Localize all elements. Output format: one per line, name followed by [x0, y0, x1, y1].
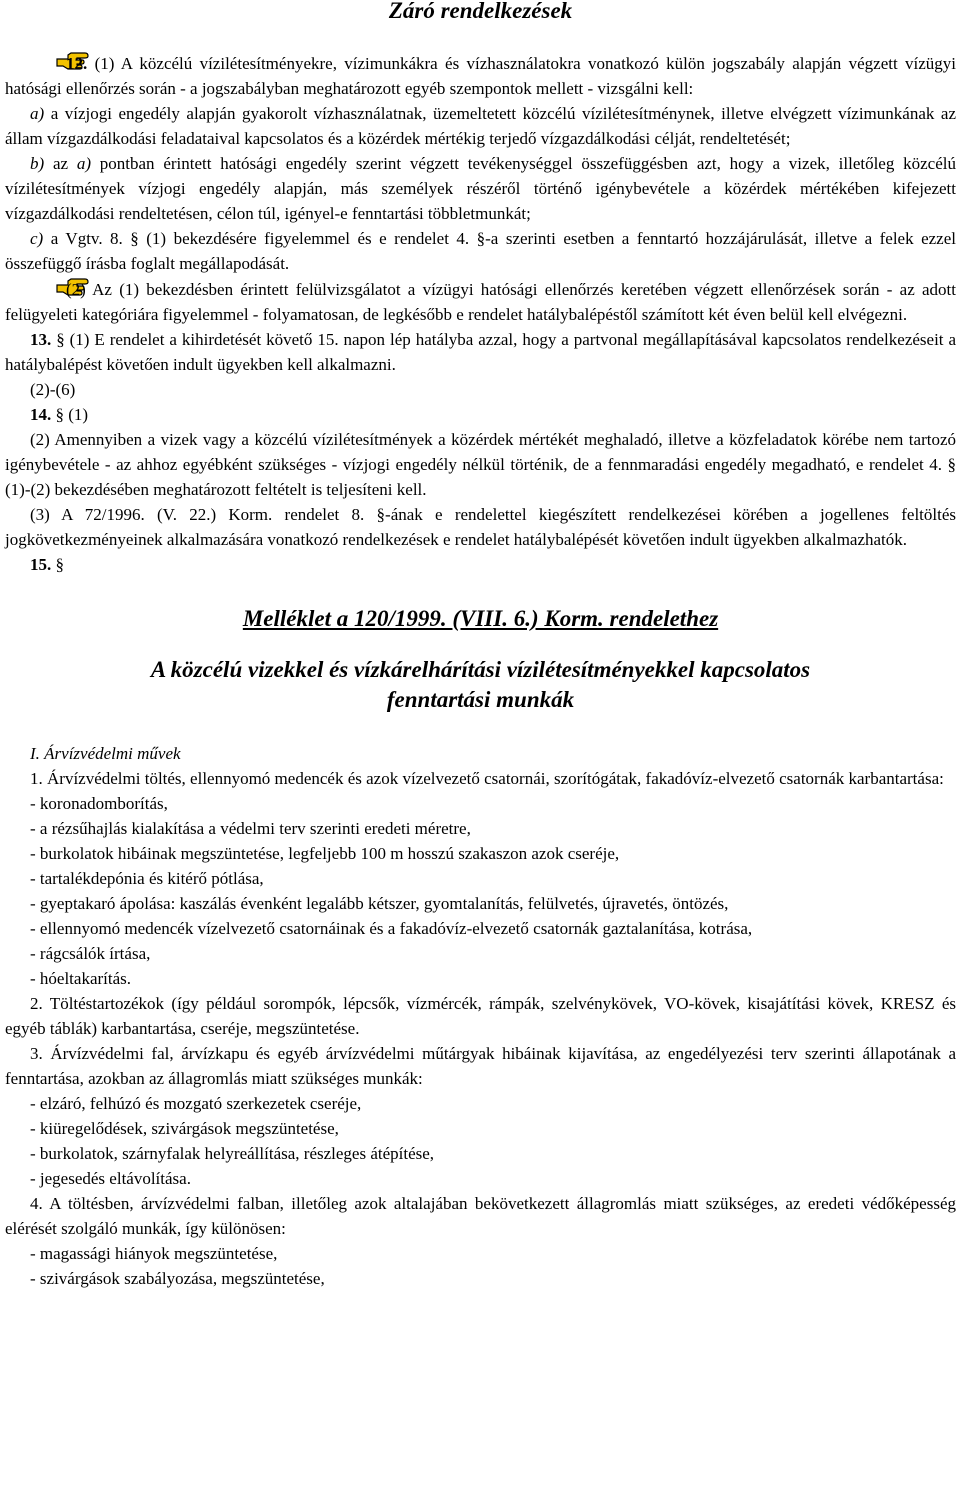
list-item: - magassági hiányok megszüntetése, — [30, 1244, 278, 1263]
item-c-text: a Vgtv. 8. § (1) bekezdésére figyelemmel és e rendelet 4. §-a szerinti esetben a fenntartó hozzájárulását, illetve a felek ezzel összefüggő írásba foglalt megállapodását. — [5, 229, 956, 273]
section-15-text: § — [51, 555, 64, 574]
item-b-ref: a) — [76, 154, 91, 173]
annex-subtitle — [5, 655, 956, 715]
annex-subtitle-line-1: A közcélú vizekkel és vízkárelhárítási vízilétesítményekkel kapcsolatos — [150, 657, 811, 682]
pointing-hand-icon[interactable] — [30, 276, 64, 298]
section-12-para-2 — [5, 276, 956, 327]
item-b-text-2: pontban érintett hatósági engedély szerint végzett tevékenységgel összefüggésben azt, hogy a vizek, illetőleg közcélú vízilétesítmények vízjogi engedély alapján, más személyek részéről történő igénybevétele a közérdek mértékében kifejezett vízgazdálkodási rendeltetésen, célon túl, igényel-e fenntartási többletmunkát; — [5, 154, 956, 223]
section-14-2: (2) Amennyiben a vizek vagy a közcélú vízilétesítmények a közérdek mértékét meghaladó, illetve a közfeladatok körébe nem tartozó igénybevétele - az ahhoz egyébként szükséges - vízjogi engedély nélkül történik, de a fennmaradási engedély megadható, e rendelet 4. § (1)-(2) bekezdésében meghatározott feltételt is teljesíteni kell. — [5, 430, 956, 499]
section-12-2-text: (2) Az (1) bekezdésben érintett felülvizsgálatot a vízügyi hatósági ellenőrzés keretében végzett ellenőrzések során - az adott felügyeleti kategóriára figyelemmel - folyamatosan, de legkésőbb e rendelet hatálybalépéstől számított két éven belül kell elvégezni. — [5, 280, 956, 324]
list-item: - koronadomborítás, — [30, 794, 168, 813]
item-1: 1. Árvízvédelmi töltés, ellennyomó medencék és azok vízelvezető csatornái, szorítógátak, fakadóvíz-elvezető csatornák karbantartása: — [30, 769, 944, 788]
list-item: - kiüregelődések, szivárgások megszüntetése, — [30, 1119, 339, 1138]
section-14-3: (3) A 72/1996. (V. 22.) Korm. rendelet 8. §-ának e rendelettel kiegészített rendelkezései körében a jogellenes feltöltés jogkövetkezményeinek alkalmazására vonatkozó rendelkezések e rendelet hatálybalépését követően indult ügyekben alkalmazhatók. — [5, 505, 956, 549]
page-title: Záró rendelkezések — [388, 0, 573, 23]
item-a — [5, 101, 956, 151]
section-13-2: (2)-(6) — [30, 380, 76, 399]
list-item: - elzáró, felhúzó és mozgató szerkezetek cseréje, — [30, 1094, 362, 1113]
section-number: 13. — [30, 330, 52, 349]
list-item: - rágcsálók írtása, — [30, 944, 151, 963]
section-13 — [5, 327, 956, 377]
annex-title: Melléklet a 120/1999. (VIII. 6.) Korm. rendelethez — [242, 606, 719, 631]
item-1-list — [5, 791, 956, 991]
section-13-text: § (1) E rendelet a kihirdetését követő 15. napon lép hatályba azzal, hogy a partvonal megállapításával kapcsolatos rendelkezéseit a hatálybalépést követően indult ügyekben kell alkalmazni. — [5, 330, 956, 374]
section-12-para-1 — [5, 50, 956, 101]
item-c-label: c) — [30, 229, 44, 248]
list-item: - burkolatok hibáinak megszüntetése, legfeljebb 100 m hosszú szakaszon azok cseréje, — [30, 844, 620, 863]
item-b — [5, 151, 956, 226]
list-item: - burkolatok, szárnyfalak helyreállítása, részleges átépítése, — [30, 1144, 435, 1163]
item-b-label: b) — [30, 154, 45, 173]
item-2: 2. Töltéstartozékok (így például sorompók, lépcsők, vízmércék, rámpák, szelvénykövek, VO-kövek, kisajátítási kövek, KRESZ és egyéb táblák) karbantartása, cseréje, megszüntetése. — [5, 994, 956, 1038]
section-number: 14. — [30, 405, 52, 424]
list-item: - gyeptakaró ápolása: kaszálás évenként legalább kétszer, gyomtalanítás, felülvetés, újravetés, öntözés, — [30, 894, 729, 913]
list-item: - hóeltakarítás. — [30, 969, 132, 988]
annex-subtitle-line-2: fenntartási munkák — [386, 687, 575, 712]
item-4-list — [5, 1241, 956, 1291]
section-15 — [5, 552, 956, 577]
list-item: - ellennyomó medencék vízelvezető csatornáinak és a fakadóvíz-elvezető csatornák gaztalanítása, kotrása, — [30, 919, 753, 938]
list-item: - a rézsűhajlás kialakítása a védelmi terv szerinti eredeti méretre, — [30, 819, 471, 838]
document-page — [5, 0, 956, 1291]
section-heading: I. Árvízvédelmi művek — [30, 744, 181, 763]
section-number: 15. — [30, 555, 52, 574]
section-12-text: (1) A közcélú vízilétesítményekre, vízimunkákra és vízhasználatokra vonatkozó külön jogszabály alapján végzett vízügyi hatósági ellenőrzés során - a jogszabályban meghatározott egyéb szempontok mellett - vizsgálni kell: — [5, 54, 956, 98]
item-3: 3. Árvízvédelmi fal, árvízkapu és egyéb árvízvédelmi műtárgyak hibáinak kijavítása, az engedélyezési terv szerinti állapotának a fenntartása, azokban az állagromlás miatt szükséges munkák: — [5, 1044, 956, 1088]
item-3-list — [5, 1091, 956, 1191]
list-item: - tartalékdepónia és kitérő pótlása, — [30, 869, 264, 888]
item-a-label: a) — [30, 104, 45, 123]
list-item: - szivárgások szabályozása, megszüntetése, — [30, 1269, 325, 1288]
pointing-hand-icon[interactable] — [30, 50, 64, 72]
item-a-text: a vízjogi engedély alapján gyakorolt vízhasználatnak, üzemeltetett közcélú vízilétesítménynek, illetve elvégzett vízimunkának az állam vízgazdálkodási feladataival kapcsolatos és a közérdek mértékig terjedő vízgazdálkodási célját, rendeltetését; — [5, 104, 956, 148]
section-14-text: § (1) — [51, 405, 89, 424]
item-b-text-1: az — [44, 154, 77, 173]
item-c — [5, 226, 956, 276]
item-4: 4. A töltésben, árvízvédelmi falban, illetőleg azok altalajában bekövetkezett állagromlás miatt szükséges, az eredeti védőképesség elérését szolgáló munkák, így különösen: — [5, 1194, 956, 1238]
list-item: - jegesedés eltávolítása. — [30, 1169, 191, 1188]
section-number: 12. — [66, 54, 88, 73]
section-14 — [5, 402, 956, 427]
